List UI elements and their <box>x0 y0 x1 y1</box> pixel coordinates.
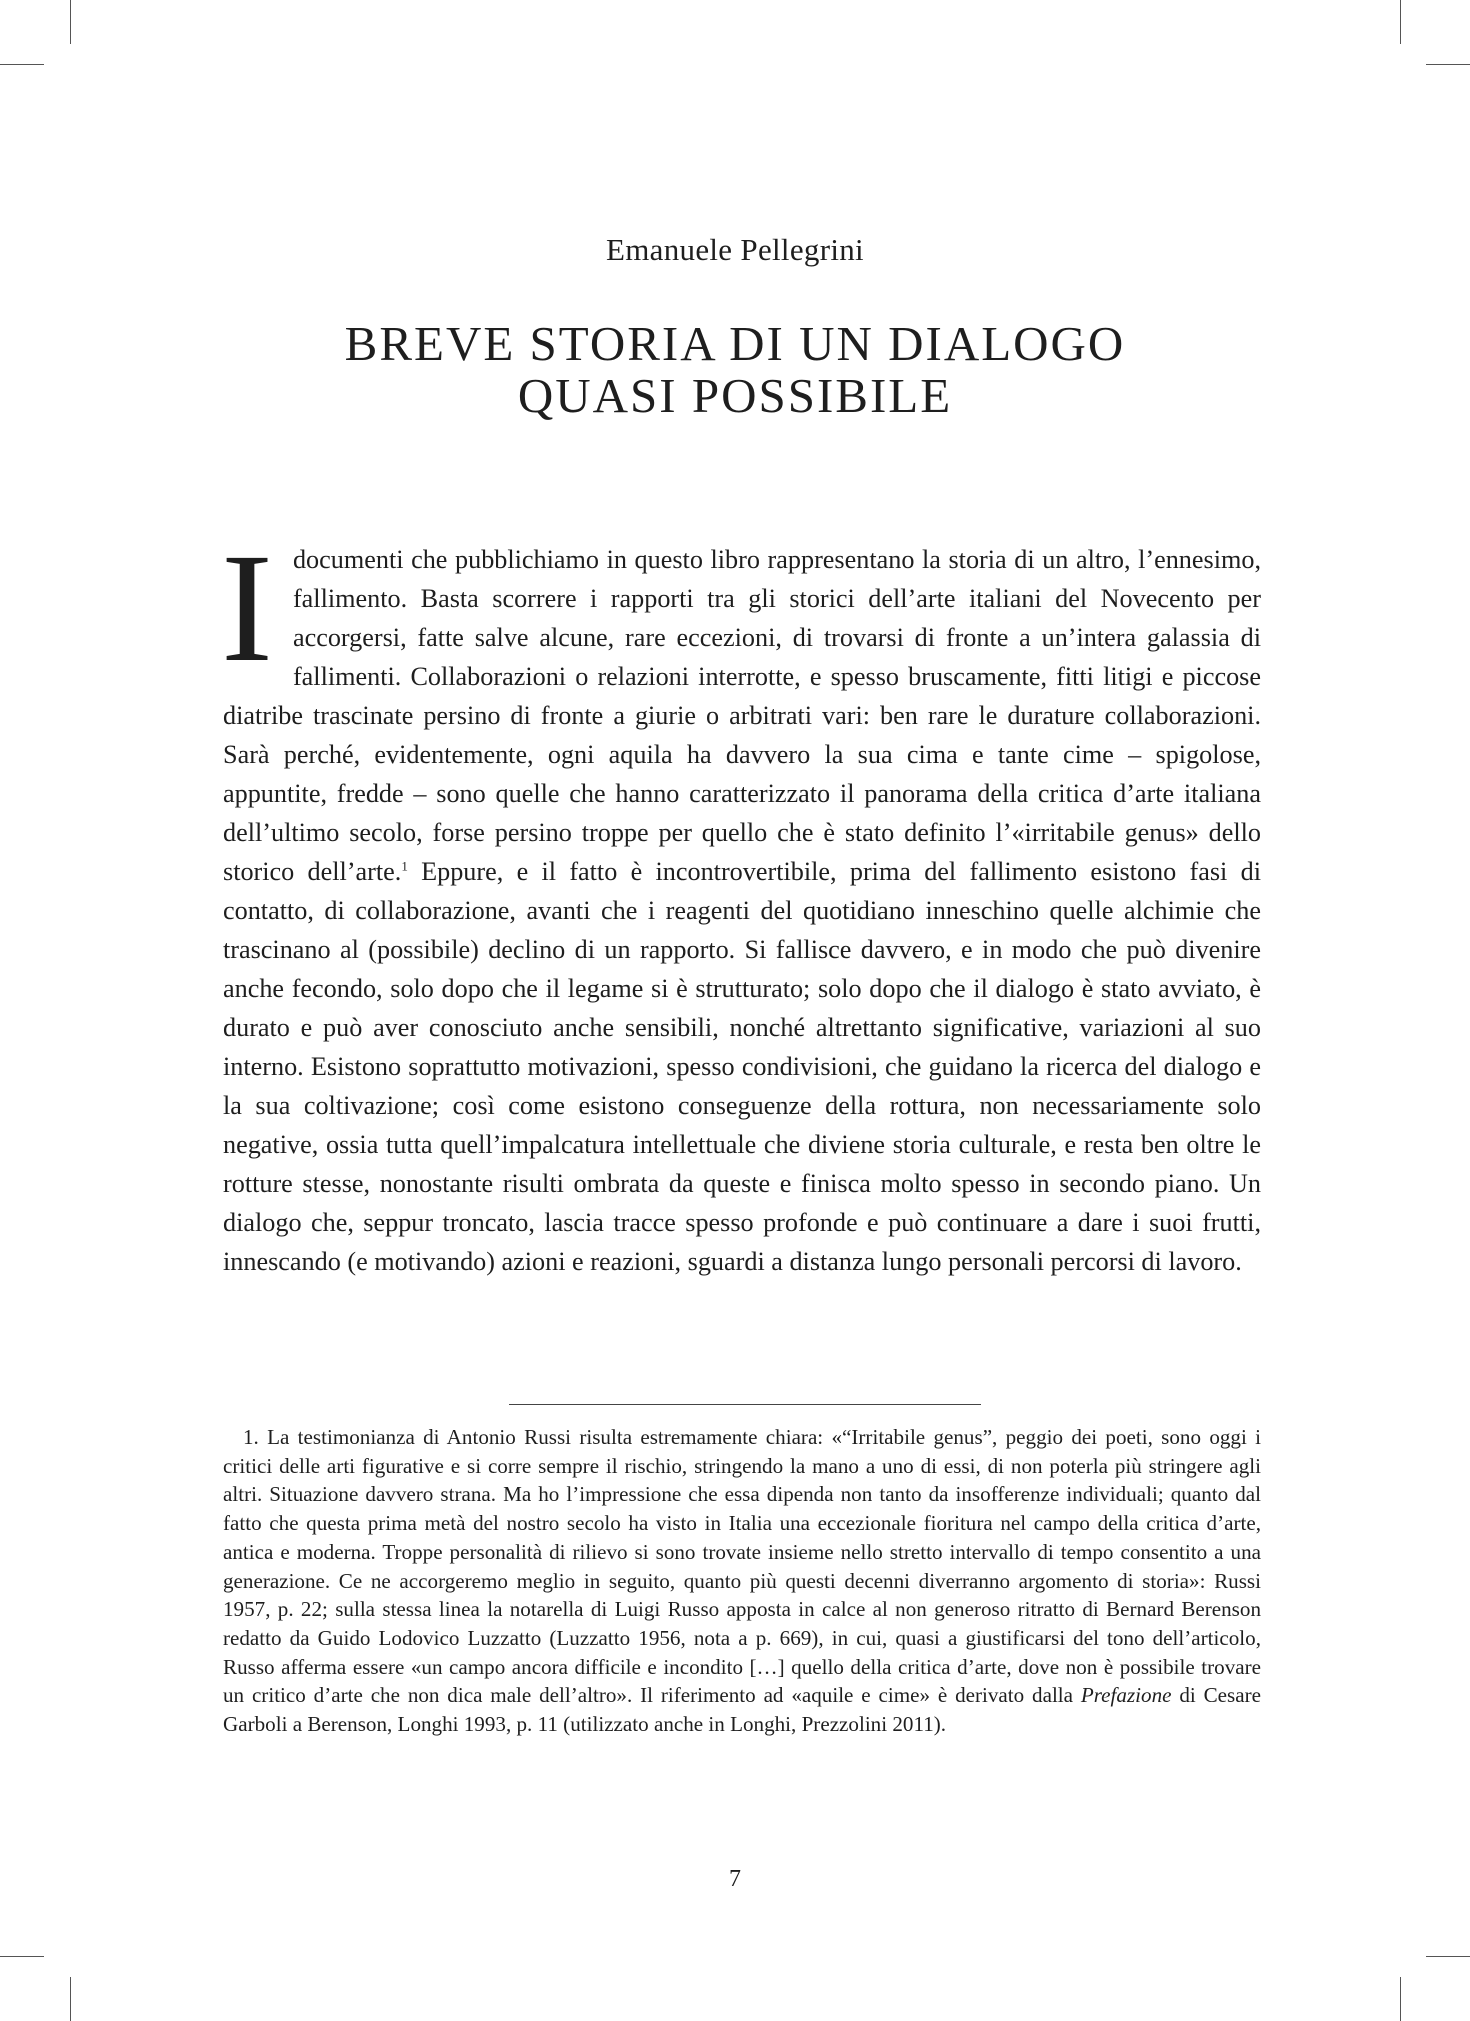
crop-mark <box>70 1977 71 2021</box>
footnote-text-segment: La testimonianza di Antonio Russi risulta estremamente chiara: «“Irritabile genus”, peggio dei poeti, sono oggi i critici delle arti figurative e si corre sempre il rischio, stringendo la mano a uno di essi, di non poterla più stringere agli altri. Situazione davvero strana. Ma ho l’impressione che essa dipenda non tanto da insofferenze individuali; quanto dal fatto che questa prima metà del nostro secolo ha visto in Italia una eccezionale fioritura nel campo della critica d’arte, antica e moderna. Troppe personalità di rilievo si sono trovate insieme nello stretto intervallo di tempo consentito a una generazione. Ce ne accorgeremo meglio in seguito, quanto più questi decenni diverranno argomento di storia»: Russi 1957, p. 22; sulla stessa linea la notarella di Luigi Russo apposta in calce al non generoso ritratto di Bernard Berenson redatto da Guido Lodovico Luzzatto (Luzzatto 1956, nota a p. 669), in cui, quasi a giustificarsi del tono dell’articolo, Russo afferma essere «un campo ancora difficile e incondito […] quello della critica d’arte, dove non è possibile trovare un critico d’arte che non dica male dell’altro». Il riferimento ad «aquile e cime» è derivato dalla <box>223 1425 1261 1708</box>
crop-mark <box>1400 0 1401 44</box>
body-paragraph <box>221 521 1261 1281</box>
footnote <box>223 1423 1261 1739</box>
crop-mark <box>1426 1956 1470 1957</box>
crop-mark <box>1400 1977 1401 2021</box>
chapter-title <box>0 318 1470 422</box>
crop-mark <box>0 64 44 65</box>
footnote-text-segment: di Cesare Garboli a Berenson, Longhi 1993, p. 11 (utilizzato anche in Longhi, Prezzolini 2011). <box>223 1683 1261 1737</box>
crop-mark <box>70 0 71 44</box>
body-text-segment: documenti che pubblichiamo in questo libro rappresentano la storia di un altro, l’ennesimo, fallimento. Basta scorrere i rapporti tra gli storici dell’arte italiani del Novecento per accorgersi, fatte salve alcune, rare eccezioni, di trovarsi di fronte a un’intera galassia di fallimenti. Collaborazioni o relazioni interrotte, e spesso bruscamente, fitti litigi e piccose diatribe trascinate persino di fronte a giurie o arbitrati vari: ben rare le durature collaborazioni. Sarà perché, evidentemente, ogni aquila ha davvero la sua cima e tante cime – spigolose, appuntite, fredde – sono quelle che hanno caratterizzato il panorama della critica d’arte italiana dell’ultimo secolo, forse persino troppe per quello che è stato definito l’«irritabile genus» dello storico dell’arte. <box>223 545 1261 886</box>
drop-cap: I <box>221 521 273 694</box>
chapter-title-line: BREVE STORIA DI UN DIALOGO <box>344 316 1126 371</box>
body-text-segment: Eppure, e il fatto è incontrovertibile, prima del fallimento esistono fasi di contatto, di collaborazione, avanti che i reagenti del quotidiano inneschino quelle alchimie che trascinano al (possibile) declino di un rapporto. Si fallisce davvero, e in modo che può divenire anche fecondo, solo dopo che il legame si è strutturato; solo dopo che il dialogo è stato avviato, è durato e può aver conosciuto anche sensibili, nonché altrettanto significative, variazioni al suo interno. Esistono soprattutto motivazioni, spesso condivisioni, che guidano la ricerca del dialogo e la sua coltivazione; così come esistono conseguenze della rottura, non necessariamente solo negative, ossia tutta quell’impalcatura intellettuale che diviene storia culturale, e resta ben oltre le rotture stesse, nonostante risulti ombrata da queste e finisca molto spesso in secondo piano. Un dialogo che, seppur troncato, lascia tracce spesso profonde e può continuare a dare i suoi frutti, innescando (e motivando) azioni e reazioni, sguardi a distanza lungo personali percorsi di lavoro. <box>223 857 1261 1276</box>
chapter-title-line: QUASI POSSIBILE <box>517 368 953 423</box>
footnote-number: 1. <box>243 1425 259 1449</box>
footnote-italic: Prefazione <box>1080 1683 1172 1708</box>
author-name: Emanuele Pellegrini <box>606 232 864 267</box>
crop-mark <box>0 1956 44 1957</box>
page-number: 7 <box>729 1866 741 1892</box>
crop-mark <box>1426 64 1470 65</box>
footnote-separator <box>509 1404 981 1405</box>
footnote-reference[interactable]: 1 <box>401 858 408 874</box>
